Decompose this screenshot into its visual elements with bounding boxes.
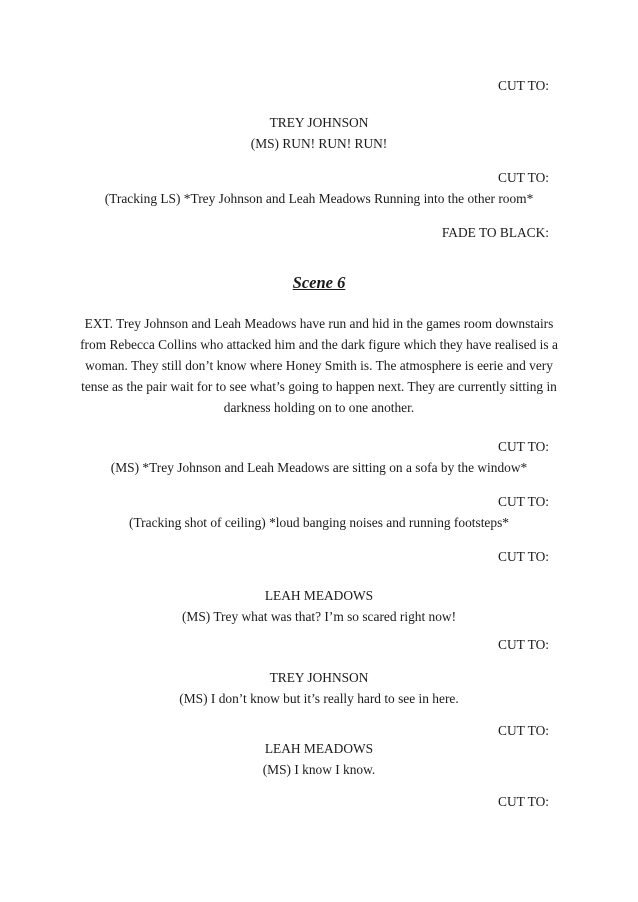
transition-cut-to: CUT TO:	[498, 494, 549, 509]
transition-cut-to: CUT TO:	[498, 549, 549, 564]
action-line: (Tracking LS) *Trey Johnson and Leah Meadows Running into the other room*	[104, 191, 534, 206]
transition-cut-to: CUT TO:	[498, 170, 549, 185]
character-name: TREY JOHNSON	[269, 670, 369, 685]
dialogue-line: (MS) Trey what was that? I’m so scared right now!	[181, 609, 457, 624]
action-line: (Tracking shot of ceiling) *loud banging noises and running footsteps*	[129, 515, 509, 530]
transition-cut-to: CUT TO:	[498, 723, 549, 738]
scene-description: EXT. Trey Johnson and Leah Meadows have run and hid in the games room downstairs from Rebecca Collins who attacked him and the dark figure which they have realised is a woman. They still don’t know where Honey Smith is. The atmosphere is eerie and very tense as the pair wait for to see what’s going to happen next. They are currently sitting in darkness holding on to one another.	[80, 316, 558, 415]
character-name: LEAH MEADOWS	[264, 741, 374, 756]
character-name: TREY JOHNSON	[269, 115, 369, 130]
dialogue-line: (MS) I know I know.	[262, 762, 376, 777]
transition-cut-to: CUT TO:	[498, 794, 549, 809]
dialogue-line: (MS) RUN! RUN! RUN!	[250, 136, 388, 151]
transition-cut-to: CUT TO:	[498, 78, 549, 93]
transition-cut-to: CUT TO:	[498, 439, 549, 454]
transition-fade-to-black: FADE TO BLACK:	[441, 225, 549, 240]
scene-heading: Scene 6	[292, 273, 346, 292]
action-line: (MS) *Trey Johnson and Leah Meadows are sitting on a sofa by the window*	[110, 460, 528, 475]
character-name: LEAH MEADOWS	[264, 588, 374, 603]
transition-cut-to: CUT TO:	[498, 637, 549, 652]
dialogue-line: (MS) I don’t know but it’s really hard to see in here.	[179, 691, 459, 706]
